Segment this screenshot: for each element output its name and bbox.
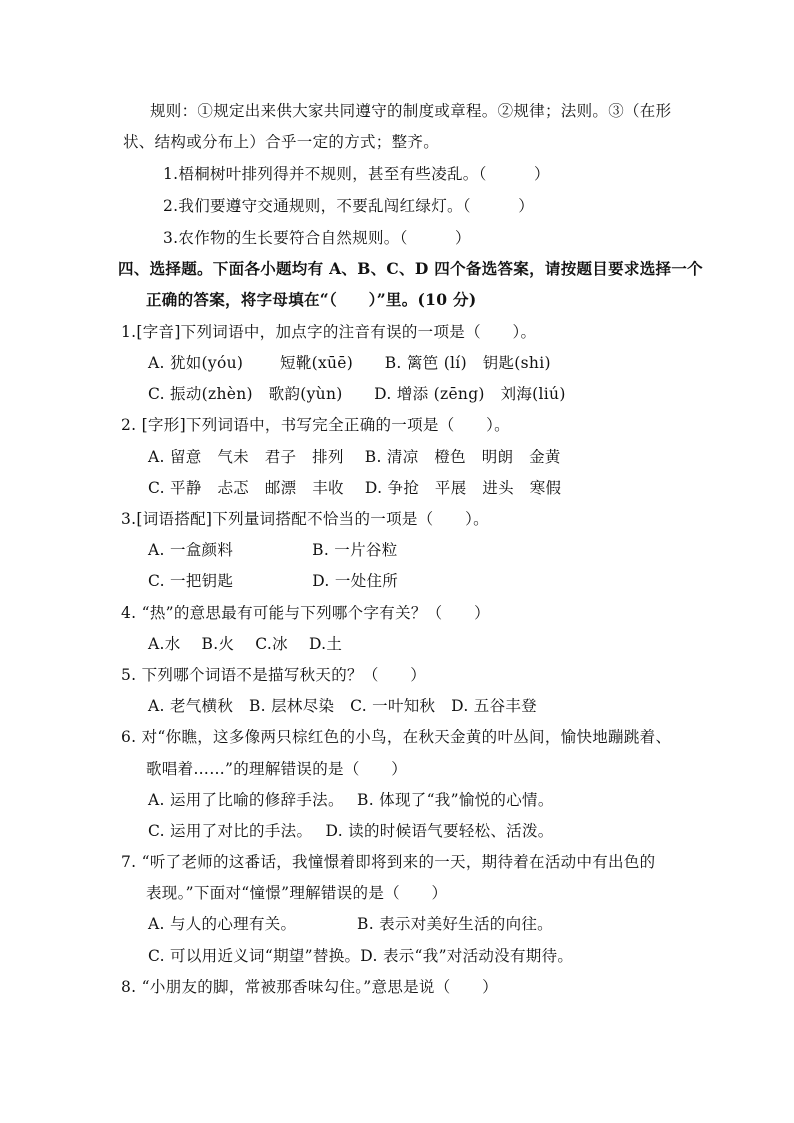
definition-line-2: 状、结构或分布上）合乎一定的方式；整齐。 (123, 133, 440, 151)
question-3-options-row-1: A. 一盒颜料 B. 一片谷粒 (148, 541, 398, 559)
question-8-stem: 8. “小朋友的脚，常被那香味勾住。”意思是说（ ） (121, 978, 498, 996)
question-1-options-row-2: C. 振动(zhèn) 歌韵(yùn) D. 增添 (zēng) 刘海(liú) (148, 385, 566, 403)
question-4-stem: 4. “热”的意思最有可能与下列哪个字有关？（ ） (121, 604, 490, 622)
question-4-options-row-1: A.水 B.火 C.冰 D.土 (148, 635, 343, 653)
question-6-options-row-2: C. 运用了对比的手法。 D. 读的时候语气要轻松、活泼。 (148, 822, 554, 840)
question-7-stem-line-2: 表现。”下面对“憧憬”理解错误的是（ ） (146, 884, 448, 902)
question-6-options-row-1: A. 运用了比喻的修辞手法。 B. 体现了“我”愉悦的心情。 (148, 791, 554, 809)
question-6-stem-line-2: 歌唱着……”的理解错误的是（ ） (146, 760, 408, 778)
question-5-stem: 5. 下列哪个词语不是描写秋天的？（ ） (121, 666, 427, 684)
definition-line-1: 规则：①规定出来供大家共同遵守的制度或章程。②规律；法则。③（在形 (150, 102, 672, 120)
question-1-stem: 1.[字音]下列词语中，加点字的注音有误的一项是（ ）。 (121, 323, 537, 341)
question-3-options-row-2: C. 一把钥匙 D. 一处住所 (148, 572, 399, 590)
definition-item-3: 3.农作物的生长要符合自然规则。（ ） (163, 229, 471, 247)
question-7-options-row-1: A. 与人的心理有关。 B. 表示对美好生活的向往。 (148, 915, 553, 933)
section-4-title-line-2: 正确的答案，将字母填在“（ ）”里。(10 分) (146, 290, 477, 309)
question-1-options-row-1: A. 犹如(yóu) 短靴(xūē) B. 篱笆 (lí) 钥匙(shi) (148, 354, 551, 372)
question-7-options-row-2: C. 可以用近义词“期望”替换。D. 表示“我”对活动没有期待。 (148, 947, 574, 965)
question-2-options-row-1: A. 留意 气未 君子 排列 B. 清凉 橙色 明朗 金黄 (148, 448, 561, 466)
question-2-stem: 2. [字形]下列词语中，书写完全正确的一项是（ ）。 (121, 416, 510, 434)
question-5-options-row-1: A. 老气横秋 B. 层林尽染 C. 一叶知秋 D. 五谷丰登 (148, 697, 537, 715)
question-6-stem-line-1: 6. 对“你瞧，这多像两只棕红色的小鸟，在秋天金黄的叶丛间，愉快地蹦跳着、 (121, 728, 672, 746)
section-4-title-line-1: 四、选择题。下面各小题均有 A、B、C、D 四个备选答案，请按题目要求选择一个 (118, 259, 703, 278)
question-3-stem: 3.[词语搭配]下列量词搭配不恰当的一项是（ ）。 (121, 510, 489, 528)
question-7-stem-line-1: 7. “听了老师的这番话，我憧憬着即将到来的一天，期待着在活动中有出色的 (121, 853, 656, 871)
question-2-options-row-2: C. 平静 忐忑 邮漂 丰收 D. 争抢 平展 进头 寒假 (148, 479, 562, 497)
definition-item-2: 2.我们要遵守交通规则，不要乱闯红绿灯。（ ） (163, 197, 535, 215)
definition-item-1: 1.梧桐树叶排列得并不规则，甚至有些凌乱。（ ） (163, 165, 550, 183)
